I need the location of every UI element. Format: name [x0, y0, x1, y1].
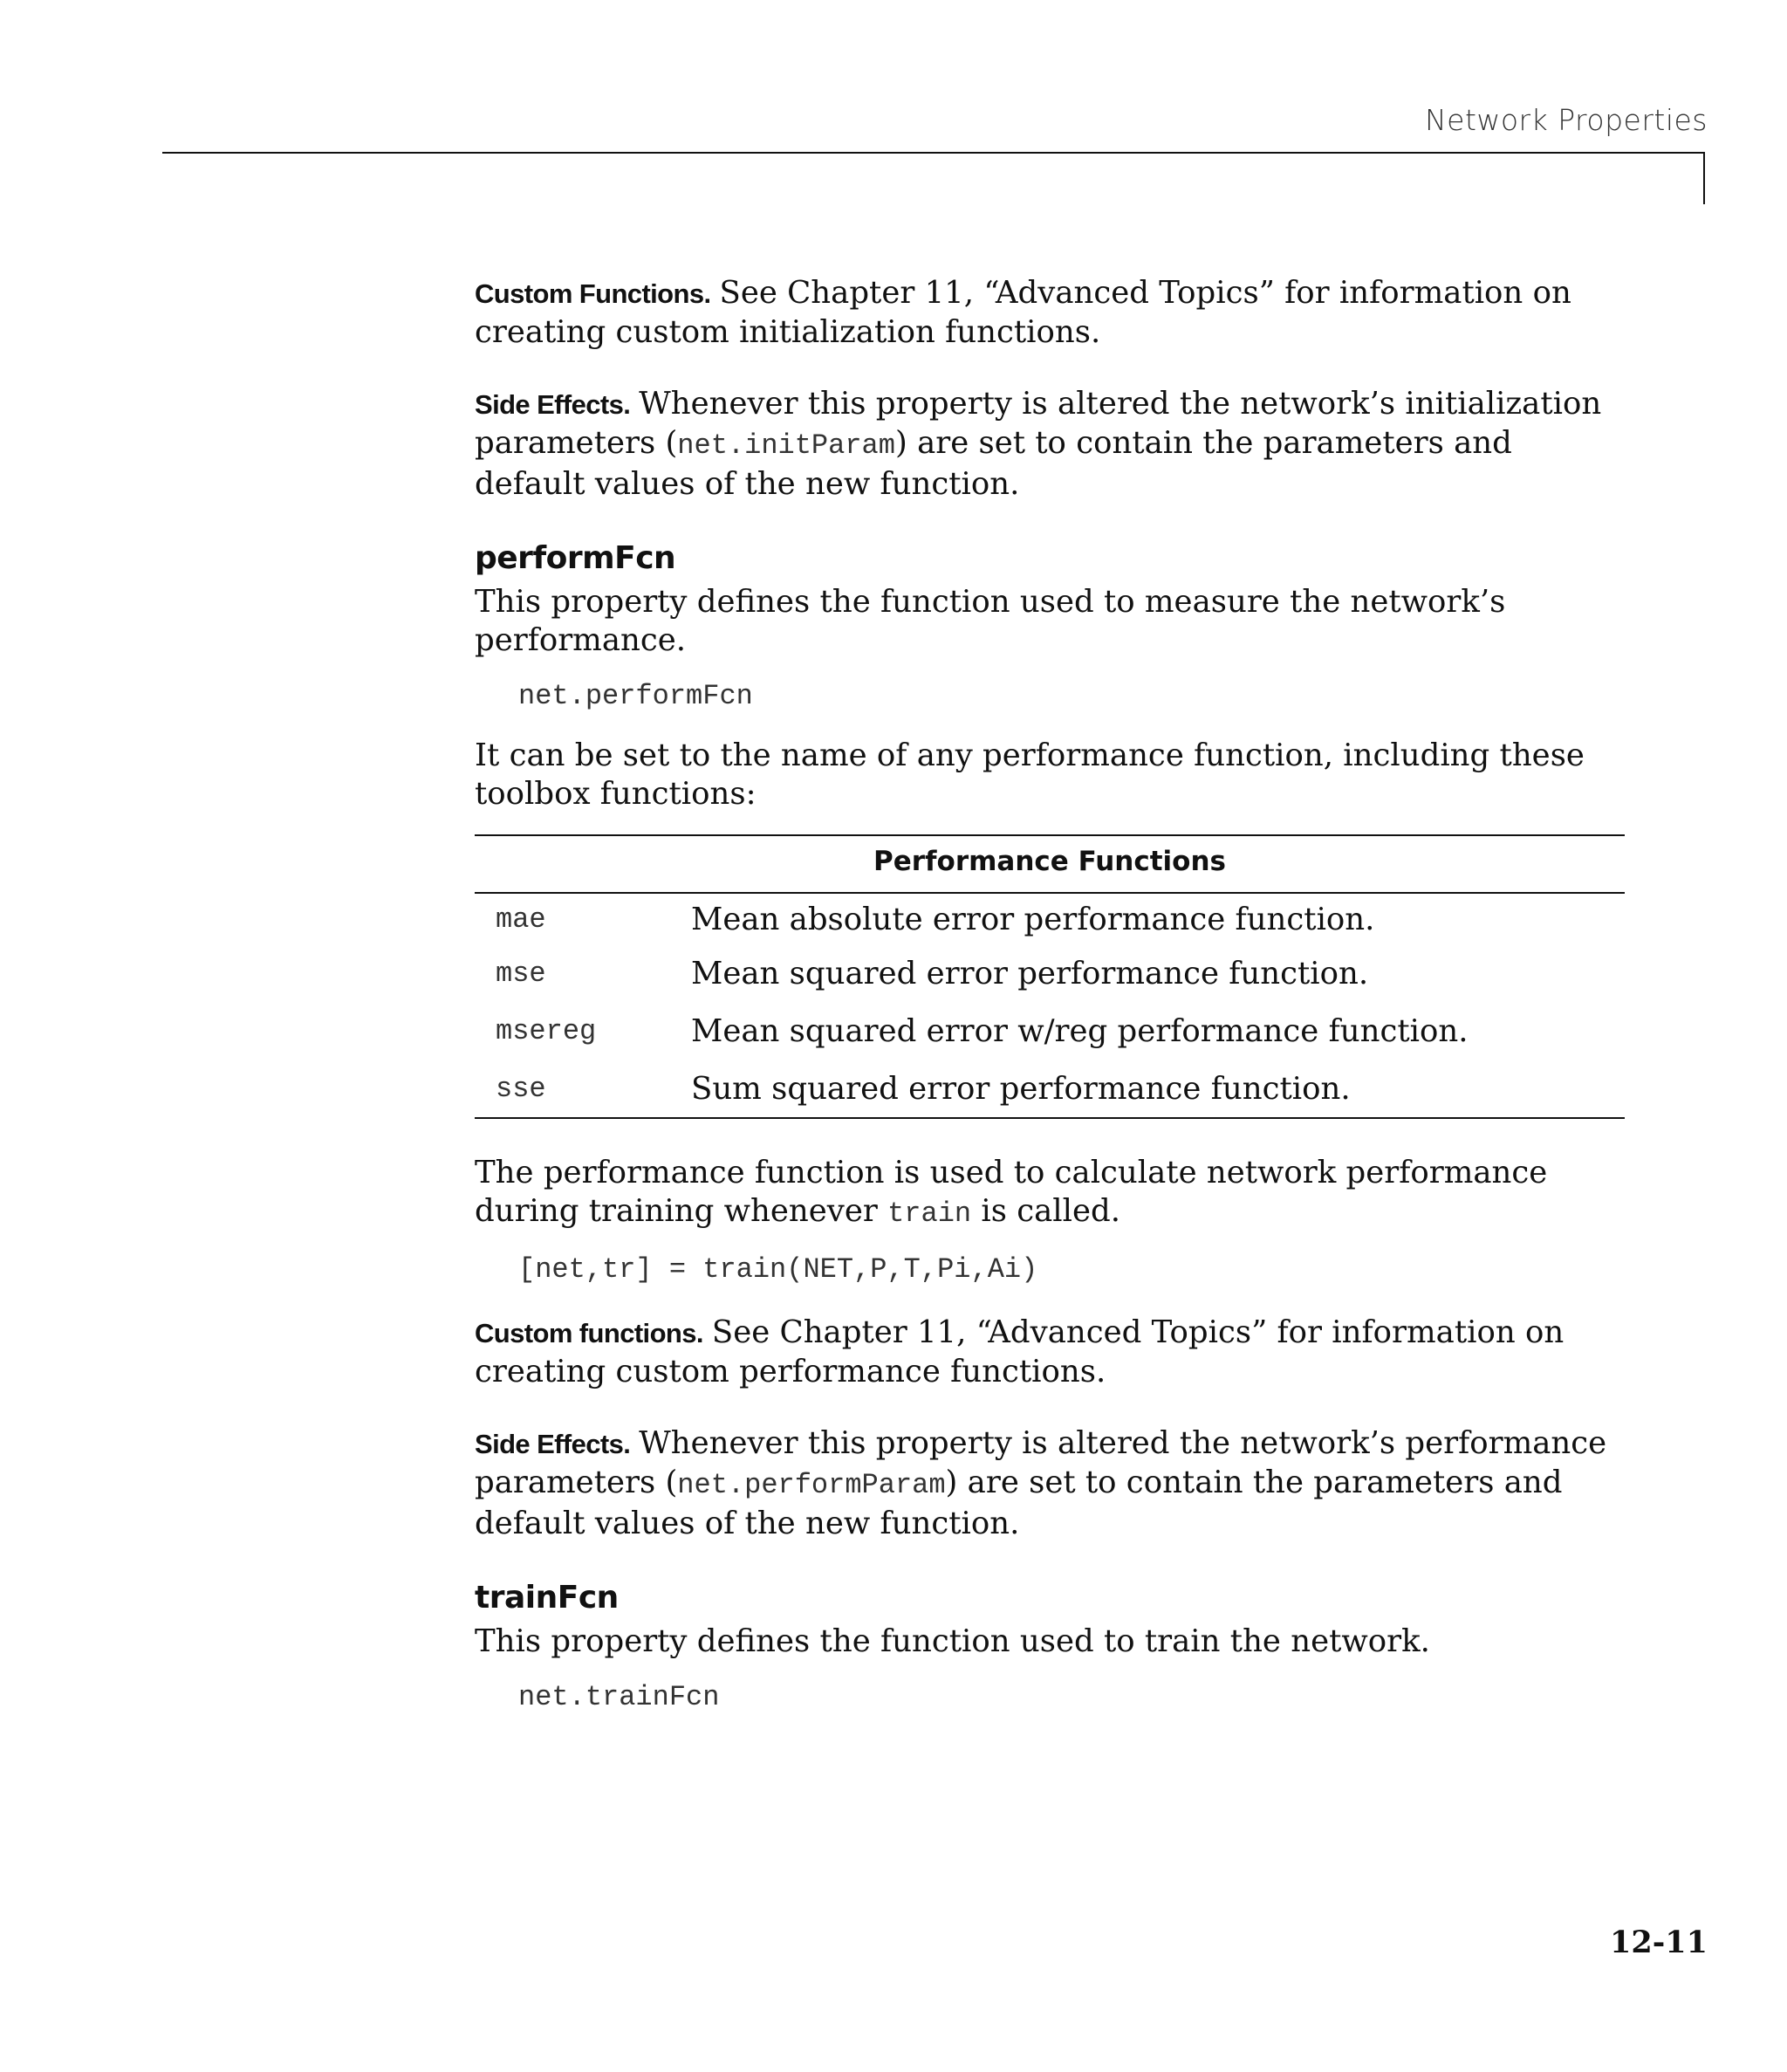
table-row	[475, 944, 1625, 1002]
init-param-code: net.initParam	[677, 429, 895, 462]
table-row	[475, 1002, 1625, 1060]
perform-side-effects-text-before: Whenever this property is altered the network’s performance parameters (	[475, 1425, 1607, 1500]
train-code: train	[887, 1197, 972, 1230]
trainfcn-description: This property defines the function used to train the network.	[475, 1623, 1430, 1659]
table-body	[475, 894, 1625, 1117]
init-custom-functions-label: Custom Functions.	[475, 278, 711, 309]
table-row	[475, 894, 1625, 944]
table-cell-description: Mean absolute error performance function.	[691, 901, 1375, 937]
init-side-effects-label: Side Effects.	[475, 389, 631, 420]
init-side-effects-text-after: ) are set to contain the parameters and default values of the new function.	[475, 425, 1512, 502]
perform-custom-functions-paragraph	[475, 1314, 1625, 1391]
performfcn-description: This property defines the function used to measure the network’s performance.	[475, 584, 1506, 658]
table-cell-description: Mean squared error w/reg performance function.	[691, 1012, 1469, 1049]
perform-side-effects-label: Side Effects.	[475, 1429, 631, 1459]
train-call-code: [net,tr] = train(NET,P,T,Pi,Ai)	[518, 1253, 1038, 1286]
perform-side-effects-text-after: ) are set to contain the parameters and default values of the new function.	[475, 1465, 1563, 1541]
perform-custom-functions-text: See Chapter 11, “Advanced Topics” for information on creating custom performance functions.	[475, 1314, 1564, 1389]
trainfcn-code: net.trainFcn	[518, 1681, 720, 1713]
table-cell-description: Mean squared error performance function.	[691, 955, 1369, 991]
performfcn-intro: It can be set to the name of any performance function, including these toolbox functions:	[475, 738, 1585, 812]
table-title: Performance Functions	[475, 836, 1625, 894]
performfcn-code: net.performFcn	[518, 680, 753, 712]
perform-param-code: net.performParam	[677, 1469, 946, 1501]
performfcn-heading: performFcn	[475, 540, 676, 576]
performance-usage-paragraph	[475, 1154, 1625, 1233]
table-cell-description: Sum squared error performance function.	[691, 1070, 1351, 1107]
header-rule	[162, 152, 1705, 154]
table-row	[475, 1060, 1625, 1117]
performance-usage-text-before: The performance function is used to calculate network performance during training whenever	[475, 1155, 1548, 1229]
table-cell-function-name: mae	[496, 902, 546, 936]
init-custom-functions-paragraph	[475, 274, 1625, 352]
perform-custom-functions-label: Custom functions.	[475, 1318, 703, 1348]
performance-usage-text-after: is called.	[971, 1193, 1121, 1229]
table-cell-function-name: msereg	[496, 1014, 597, 1047]
page-content	[475, 274, 1625, 1715]
perform-side-effects-paragraph	[475, 1424, 1625, 1543]
table-cell-function-name: mse	[496, 957, 546, 990]
running-head: Network Properties	[1424, 103, 1708, 137]
performance-functions-table	[475, 834, 1625, 1119]
table-cell-function-name: sse	[496, 1072, 546, 1105]
trainfcn-heading: trainFcn	[475, 1580, 619, 1616]
page-number: 12-11	[1610, 1924, 1708, 1960]
init-side-effects-text-before: Whenever this property is altered the network’s initialization parameters (	[475, 386, 1602, 461]
init-side-effects-paragraph	[475, 385, 1625, 504]
header-rule-tick	[1703, 152, 1705, 204]
init-custom-functions-text: See Chapter 11, “Advanced Topics” for information on creating custom initialization functions.	[475, 275, 1571, 350]
